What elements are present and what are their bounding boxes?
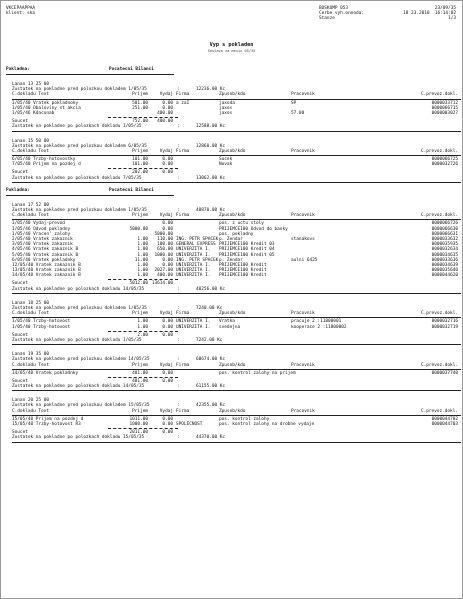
report-header-label-2: Cerbe vyh.onnoda:	[319, 11, 364, 16]
table-cell: aulni 6425	[291, 257, 318, 263]
table-cell: 2/05/40 Vratek zakaznik	[12, 236, 73, 242]
table-cell: PRIJEMCE100 Odvod do banky	[219, 226, 288, 232]
table-cell: PRIJEMCE100 Kredit 04	[219, 247, 275, 253]
opening-balance-value: 60674.00 Kc	[196, 357, 226, 363]
table-cell: a zaI	[176, 100, 190, 106]
closing-balance-value: 12588.00 Kc	[196, 124, 226, 130]
column-header: C.dokladu Text	[12, 148, 50, 154]
column-header: Vydaj	[159, 92, 173, 98]
table-cell: 1/05/40 Trzby-hotovost	[12, 324, 71, 330]
cash-group	[1, 398, 462, 443]
table-cell: 400.00	[157, 110, 173, 116]
page-subtitle: Sestava za mesic 05/35	[207, 49, 256, 53]
table-cell: 0000033632	[431, 236, 458, 242]
group-date: Lanan 13 25 00	[12, 82, 50, 87]
column-header: C.prevoz.dokl.	[420, 408, 458, 414]
table-cell: 1.00	[137, 236, 148, 242]
table-cell: UNIVERZITA I.	[176, 262, 211, 268]
column-header: C.dokladu Text	[12, 362, 50, 368]
table-cell: 251.00	[132, 105, 148, 111]
table-cell: 15/05/40 Prijem na pozdej d	[12, 416, 84, 422]
rule-line	[108, 117, 178, 118]
report-header-left-line-1: VKCEPAAPPAA	[6, 6, 36, 11]
table-cell: GENERAL EXPRESS	[176, 242, 216, 248]
table-cell: 101.00	[132, 157, 148, 163]
opening-balance-label: Zustatek na pokladne pred polozkou dokladem 6/05/35	[12, 143, 147, 149]
table-cell: PRIJEMCE100 Kredit	[219, 268, 267, 274]
sum-out: 400.00	[157, 119, 173, 125]
table-cell: 1000.00	[154, 252, 173, 258]
opening-balance-value: 12860.00 Kc	[196, 143, 226, 149]
sum-out: 0.00	[162, 170, 173, 176]
table-cell: 1.00	[137, 252, 148, 258]
rule-line	[12, 99, 461, 100]
table-cell: 3/05/40 Vratek zakaznik	[12, 242, 73, 248]
table-cell: Novak	[219, 162, 233, 168]
table-cell: 5000.00	[154, 231, 173, 237]
table-cell: UNIVERZITA I.	[176, 319, 211, 325]
rule-line	[12, 293, 461, 294]
table-cell: 400.00	[157, 273, 173, 279]
sum-label: Soucet	[12, 281, 28, 287]
table-cell: 1/05/40 Vracen' zalohy	[12, 231, 71, 237]
closing-balance-label: Zustatek na pokladne po polozkach dokladu 1/05/35	[12, 124, 142, 130]
group-date: Lanan 18 25 00	[12, 300, 50, 306]
table-cell: 0.00	[162, 226, 173, 232]
group-date: Lanan 19 35 00	[12, 352, 50, 358]
closing-balance-value: 13062.00 Kc	[196, 175, 226, 181]
cash-group	[1, 203, 462, 295]
opening-balance-label: Zustatek na pokladne pred polozkou dokladem 1/05/35	[12, 306, 147, 311]
table-cell: 0.00	[162, 262, 173, 268]
table-cell: 14/05/40 Vratek pokladnky	[12, 370, 79, 376]
table-cell: pos. kontrol zalohy na drobne vydaje	[219, 422, 315, 427]
group-end-separator	[1, 389, 462, 392]
group-date: Lanan 17 52 00	[12, 202, 50, 208]
opening-balance-label: Zustatek na pokladne pred polozkou dokladem 1/05/35	[12, 87, 147, 93]
table-cell: 1011.00	[129, 416, 148, 422]
table-cell: 0000066715	[431, 105, 458, 111]
table-cell: jaxos	[219, 105, 233, 111]
column-header: C.dokladu Text	[12, 92, 50, 98]
column-header: Prijem	[132, 148, 148, 154]
table-cell: 0.00	[162, 105, 173, 111]
sum-label: Soucet	[12, 378, 28, 384]
sum-in: 5012.00	[129, 281, 148, 287]
sum-in: 752.00	[132, 119, 148, 125]
closing-balance-label: Zustatek na pokladne po polozkach dokladu 14/05/35	[12, 384, 145, 390]
table-cell: PRIJEMCE100 Kredit 03	[219, 242, 275, 248]
table-cell: ING. PETR SPACEK	[176, 236, 219, 242]
report-body	[1, 63, 462, 448]
table-cell: pos. pokladny	[219, 231, 254, 237]
column-header: Vydaj	[159, 311, 173, 317]
table-cell: pos. kontrol zalohy	[219, 416, 270, 422]
table-cell: jaxoda	[219, 100, 235, 106]
column-header: C.dokladu Text	[12, 213, 50, 219]
cash-group	[1, 139, 462, 184]
rule-line	[12, 182, 461, 183]
table-cell: 1.00	[137, 247, 148, 253]
table-cell: 0000035935	[431, 242, 458, 248]
page-title: Vyp s pokladen	[209, 42, 254, 48]
sum-out: 0.00	[162, 332, 173, 338]
table-cell: 0000066725	[431, 157, 458, 163]
column-header: Vydaj	[159, 362, 173, 368]
group-end-separator	[1, 343, 462, 346]
table-cell: 0.00	[162, 257, 173, 263]
section-label: Pokladna:	[6, 187, 30, 193]
column-header: Vydaj	[159, 408, 173, 414]
sum-in: 2011.00	[129, 430, 148, 436]
colon-separator: :	[177, 175, 180, 181]
table-cell: 1.00	[137, 273, 148, 279]
table-cell: 0.00	[162, 416, 173, 422]
rule-line	[12, 155, 461, 156]
table-cell: 0000033712	[431, 100, 458, 106]
report-header-left-line-2: klient: ska	[6, 11, 36, 16]
rule-line	[12, 442, 461, 443]
column-header: Firma	[176, 92, 190, 98]
table-cell: 481.00	[132, 370, 148, 376]
table-cell: stanakovs	[291, 236, 315, 242]
table-cell: 13/05/40 Vratek zakaznik B	[12, 268, 81, 274]
column-header: Prijem	[132, 408, 148, 414]
sum-out: 0.00	[162, 430, 173, 436]
opening-balance-label: Zustatek na pokladne pred polozkou dokladem 1/05/35	[12, 208, 147, 213]
table-cell: 1/05/40 Vratek pokladnoky	[12, 100, 79, 106]
column-header: Prijem	[132, 92, 148, 98]
table-cell: jaxos	[219, 110, 233, 116]
pokladna-section	[1, 67, 462, 184]
group-date: Lanan 15 50 00	[12, 138, 50, 144]
column-header: C.prevoz.dokl.	[420, 362, 458, 368]
column-header: Pracovnik	[291, 311, 315, 317]
section-sublabel: Pocatecni Bilanci	[109, 67, 154, 72]
rule-line	[12, 369, 461, 370]
group-date: Lanan 20 25 00	[12, 398, 50, 404]
table-cell: 1/05/46 Kdacunab	[12, 110, 55, 116]
table-cell: 12/05/40 Vratek zakaznik B	[12, 262, 81, 268]
column-header: Pracovnik	[291, 362, 315, 368]
column-header: C.prevoz.dokl.	[420, 213, 458, 219]
table-cell: 1.00	[137, 262, 148, 268]
table-cell: 0000037740	[431, 370, 458, 376]
table-cell: 2027.00	[154, 268, 173, 274]
table-cell: 1.00	[137, 319, 148, 325]
table-cell: 0000044702	[431, 416, 458, 422]
table-cell: pos. kontrol zalohy na prijem	[219, 370, 296, 376]
table-cell: PRIJEMCE100 Kredit	[219, 262, 267, 268]
table-cell: 0000003027	[431, 110, 458, 116]
table-cell: p. Zendar	[219, 257, 243, 263]
column-header: Zpusob/kdo	[219, 408, 246, 414]
table-cell: UNIVERZITA I.	[176, 268, 211, 274]
table-cell: 6/05/40 Trzby-hotovostky	[12, 157, 76, 163]
column-header: Zpusob/kdo	[219, 311, 246, 317]
section-label: Pokladna:	[6, 67, 30, 72]
table-cell: PRIJEMCE100 Kredit 05	[219, 252, 275, 258]
closing-balance-label: Zustatek na pokladne po polozkach dokladu 7/05/35	[12, 175, 142, 181]
sum-in: 2.00	[137, 332, 148, 338]
column-header: Prijem	[132, 362, 148, 368]
table-cell: 0000066726	[431, 221, 458, 227]
table-cell: 0.00	[162, 157, 173, 163]
closing-balance-value: 40256.00 Kc	[196, 286, 226, 292]
opening-balance-value: 7240.00 Kc	[196, 306, 223, 311]
rule-line	[6, 195, 174, 196]
table-cell: UNIVERZITA I.	[176, 252, 211, 258]
sum-label: Soucet	[12, 430, 28, 436]
table-cell: 110.00	[157, 236, 173, 242]
report-header-label-3: Stanze	[319, 16, 335, 21]
sum-label: Soucet	[12, 170, 28, 176]
opening-balance-value: 48870.00 Kc	[196, 208, 226, 213]
column-header: Firma	[176, 213, 190, 219]
group-end-separator	[1, 441, 462, 444]
table-cell: 1000.00	[129, 422, 148, 427]
colon-separator: :	[177, 435, 180, 441]
column-header: Pracovnik	[291, 148, 315, 154]
colon-separator: :	[177, 403, 180, 409]
table-cell: 1.00	[137, 268, 148, 274]
table-cell: 0.00	[162, 162, 173, 168]
column-header: C.dokladu Text	[12, 408, 50, 414]
closing-balance-value: 44370.00 Kc	[196, 435, 226, 441]
table-cell: 1.00	[137, 242, 148, 248]
column-header: C.dokladu Text	[12, 311, 50, 317]
opening-balance-value: 42355.00 Kc	[196, 403, 226, 409]
table-cell: 0000032719	[431, 324, 458, 330]
sum-in: 202.00	[132, 170, 148, 176]
table-cell: 15/05/40 Trzby-hotovost R3	[12, 422, 81, 427]
table-cell: 57.00	[291, 110, 305, 116]
table-cell: 0000044703	[431, 422, 458, 427]
table-cell: pracuje 2 :11800001	[291, 319, 342, 325]
column-header: Zpusob/kdo	[219, 213, 246, 219]
cash-group	[1, 352, 462, 392]
sum-label: Soucet	[12, 332, 28, 338]
colon-separator: :	[177, 286, 180, 292]
table-cell: 6/05/40 Vratek pokladnky	[12, 257, 76, 263]
table-cell: 0000034635	[431, 252, 458, 258]
cash-group	[1, 301, 462, 346]
closing-balance-value: 7242.00 Kc	[196, 337, 223, 343]
column-header: Zpusob/kdo	[219, 92, 246, 98]
table-cell: 0000032634	[431, 247, 458, 253]
table-cell: UNIVERZITA I.	[176, 273, 211, 279]
report-header-label-1: BOSKOMP 053	[319, 6, 349, 11]
cash-group	[1, 82, 462, 133]
table-cell: SPOLECNOST	[176, 422, 203, 427]
section-underline	[1, 73, 462, 76]
table-cell: 0000034639	[431, 262, 458, 268]
table-cell: 1/05/40 Trzby-hotovost	[12, 319, 71, 325]
rule-line	[6, 74, 174, 75]
colon-separator: :	[177, 357, 180, 363]
section-sublabel: Pocatecni Bilanci	[109, 187, 154, 193]
sum-in: 481.00	[132, 378, 148, 384]
column-header: Firma	[176, 408, 190, 414]
rule-line	[12, 131, 461, 132]
table-cell: Sucek	[219, 157, 233, 163]
colon-separator: :	[177, 143, 180, 149]
closing-balance-value: 61155.00 Kc	[196, 384, 226, 390]
colon-separator: :	[177, 384, 180, 390]
column-header: Pracovnik	[291, 408, 315, 414]
table-cell: SP	[291, 100, 297, 106]
table-cell: 501.00	[132, 100, 148, 106]
rule-line	[12, 415, 461, 416]
opening-balance-value: 12236.00 Kc	[196, 87, 226, 93]
table-cell: 1.00	[137, 324, 148, 330]
table-cell: 0000035640	[431, 268, 458, 274]
group-end-separator	[1, 130, 462, 133]
table-cell: 0000032726	[431, 162, 458, 168]
column-header: Pracovnik	[291, 213, 315, 219]
report-header-value-3: 1/3	[448, 16, 456, 21]
table-cell: 1/05/40 Obaloviny st akcia	[12, 105, 81, 111]
column-header: Firma	[176, 362, 190, 368]
table-cell: UNIVERZITA I.	[176, 324, 211, 330]
rule-line	[12, 390, 461, 391]
table-cell: 0000032716	[431, 319, 458, 325]
rule-line	[108, 331, 178, 332]
table-cell: 0000066630	[431, 226, 458, 232]
table-cell: 5/05/40 Vratek zakaznik B	[12, 252, 79, 258]
column-header: Prijem	[132, 213, 148, 219]
column-header: C.prevoz.dokl.	[420, 148, 458, 154]
table-cell: 0.00	[162, 324, 173, 330]
sum-out: 13614.00	[151, 281, 173, 287]
column-header: Prijem	[132, 311, 148, 317]
table-cell: 0.00	[162, 422, 173, 427]
table-cell: 0.00	[162, 221, 173, 227]
report-header-value-2: 18 23.2010 16:14:02	[403, 11, 456, 16]
table-cell: UNIVERZITA I.	[176, 247, 211, 253]
table-cell: 11.00	[134, 257, 148, 263]
colon-separator: :	[177, 124, 180, 130]
rule-line	[108, 377, 178, 378]
table-cell: 650.00	[157, 247, 173, 253]
pokladna-section	[1, 188, 462, 444]
table-cell: 100.00	[157, 242, 173, 248]
sum-label: Soucet	[12, 119, 28, 125]
column-header: Pracovnik	[291, 92, 315, 98]
table-cell: 0000033636	[431, 257, 458, 263]
table-cell: 0.00	[162, 370, 173, 376]
table-cell: 0000044620	[431, 273, 458, 279]
column-header: Vydaj	[159, 148, 173, 154]
section-underline	[1, 194, 462, 197]
table-cell: 14/05/40 Vratek zakaznik B	[12, 273, 81, 279]
colon-separator: :	[177, 87, 180, 93]
table-cell: 0.00	[162, 100, 173, 106]
closing-balance-label: Zustatek na pokladne po polozkach dokladu 15/05/35	[12, 435, 145, 441]
table-cell: 0.00	[162, 319, 173, 325]
rule-line	[12, 317, 461, 318]
table-cell: 1/05/46 Odvod pokladny	[12, 226, 71, 232]
closing-balance-label: Zustatek na pokladne po polozkach dokladu 14/05/35	[12, 286, 145, 292]
table-cell: 7/05/40 Prijem na pozdej d	[12, 162, 81, 168]
group-end-separator	[1, 292, 462, 295]
opening-balance-label: Zustatek na pokladne pred polozkou dokladem 14/05/35	[12, 357, 150, 363]
column-header: Vydaj	[159, 213, 173, 219]
rule-line	[12, 344, 461, 345]
table-cell: Vratka	[219, 319, 235, 325]
table-cell: 1/05/40 Vydaj-prevod	[12, 221, 65, 227]
column-header: Zpusob/kdo	[219, 362, 246, 368]
opening-balance-label: Zustatek na pokladne pred polozkou dokladem 15/05/35	[12, 403, 150, 409]
table-cell: PRIJEMCE100 Kredit	[219, 273, 267, 279]
group-end-separator	[1, 181, 462, 184]
table-cell: 4/05/46 Vratek zakaznik B	[12, 247, 79, 253]
table-cell: pos. z uctu stoly	[219, 221, 264, 227]
table-cell: 5000.00	[129, 226, 148, 232]
table-cell: p. Zendar	[219, 236, 243, 242]
column-header: Zpusob/kdo	[219, 148, 246, 154]
column-header: C.prevoz.dokl.	[420, 92, 458, 98]
colon-separator: :	[177, 337, 180, 343]
column-header: Firma	[176, 148, 190, 154]
column-header: C.prevoz.dokl.	[420, 311, 458, 317]
sum-out: 0.00	[162, 378, 173, 384]
table-cell: 0000066631	[431, 231, 458, 237]
closing-balance-label: Zustatek na pokladne po polozkach dokladu 1/05/35	[12, 337, 142, 343]
table-cell: kooperace 2 :11800002	[291, 324, 347, 330]
colon-separator: :	[177, 306, 180, 311]
table-cell: 101.00	[132, 162, 148, 168]
report-header-value-1: 23/09/35	[434, 6, 456, 11]
table-cell: svedejna	[219, 324, 241, 330]
table-cell: ING. PETR SPACEK	[176, 257, 219, 263]
column-header: Firma	[176, 311, 190, 317]
colon-separator: :	[177, 208, 180, 213]
